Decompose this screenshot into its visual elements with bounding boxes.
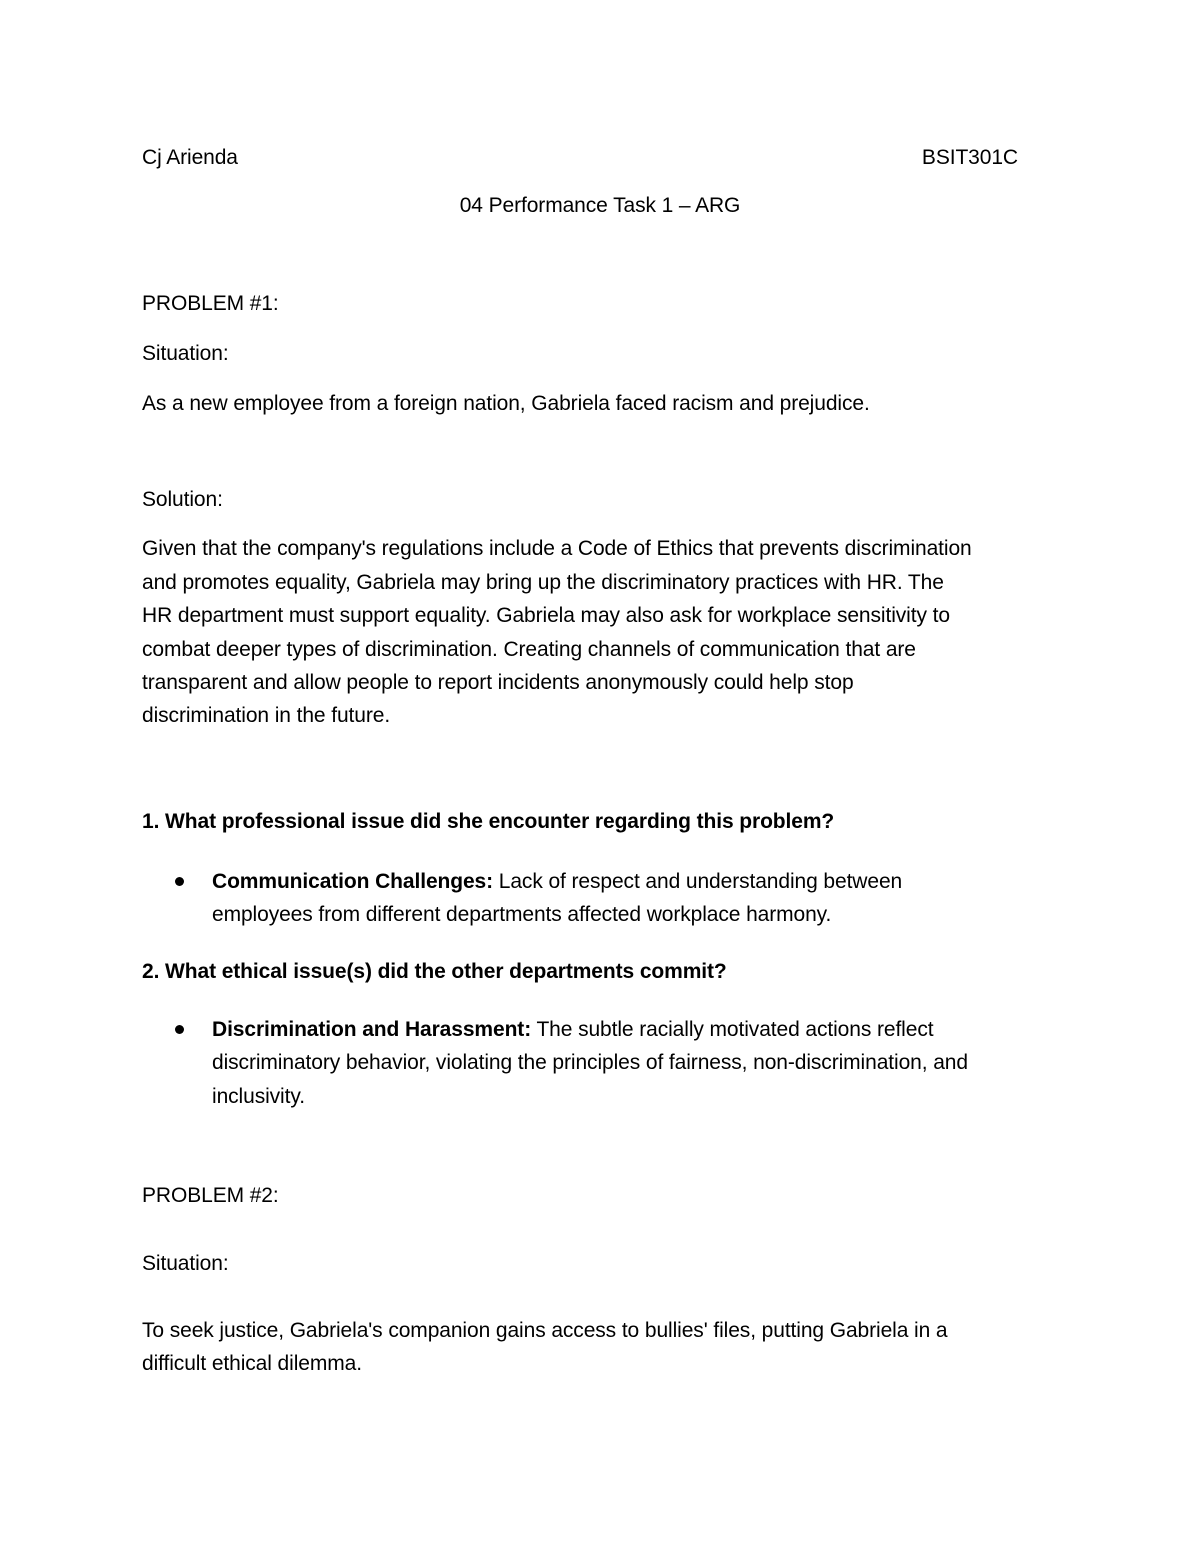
bullet-dot-icon [175, 877, 184, 886]
solution-line: combat deeper types of discrimination. Creating channels of communication that are [142, 638, 916, 661]
answer1-term: Communication Challenges: [212, 870, 494, 893]
solution-line: discrimination in the future. [142, 704, 391, 727]
problem2-heading: PROBLEM #2: [142, 1184, 279, 1207]
problem1-situation-label: Situation: [142, 342, 229, 365]
solution-line: HR department must support equality. Gabriela may also ask for workplace sensitivity to [142, 604, 950, 627]
answer2-text: The subtle racially motivated actions reflect [531, 1018, 934, 1041]
answer2-line [212, 1018, 933, 1042]
bullet-dot-icon [175, 1025, 184, 1034]
question-2: 2. What ethical issue(s) did the other departments commit? [142, 960, 727, 983]
problem1-situation-text: As a new employee from a foreign nation, Gabriela faced racism and prejudice. [142, 392, 870, 415]
answer1-text: Lack of respect and understanding between [493, 870, 903, 893]
answer2-line: discriminatory behavior, violating the principles of fairness, non-discrimination, and [212, 1051, 968, 1074]
question-1: 1. What professional issue did she encounter regarding this problem? [142, 810, 835, 833]
solution-line: transparent and allow people to report incidents anonymously could help stop [142, 671, 854, 694]
problem1-heading: PROBLEM #1: [142, 292, 279, 315]
answer1-line [212, 870, 902, 894]
problem2-situation-label: Situation: [142, 1252, 229, 1275]
problem2-situation-line: difficult ethical dilemma. [142, 1352, 362, 1375]
problem1-solution-label: Solution: [142, 488, 223, 511]
solution-line: Given that the company's regulations include a Code of Ethics that prevents discrimination [142, 537, 972, 560]
answer2-term: Discrimination and Harassment: [212, 1018, 532, 1041]
author-name: Cj Arienda [142, 146, 238, 169]
problem2-situation-line: To seek justice, Gabriela's companion gains access to bullies' files, putting Gabriela in a [142, 1319, 948, 1342]
document-title: 04 Performance Task 1 – ARG [459, 194, 741, 217]
solution-line: and promotes equality, Gabriela may bring up the discriminatory practices with HR. The [142, 571, 944, 594]
answer2-line: inclusivity. [212, 1085, 305, 1108]
section-code: BSIT301C [921, 146, 1018, 169]
answer1-line: employees from different departments affected workplace harmony. [212, 903, 832, 926]
